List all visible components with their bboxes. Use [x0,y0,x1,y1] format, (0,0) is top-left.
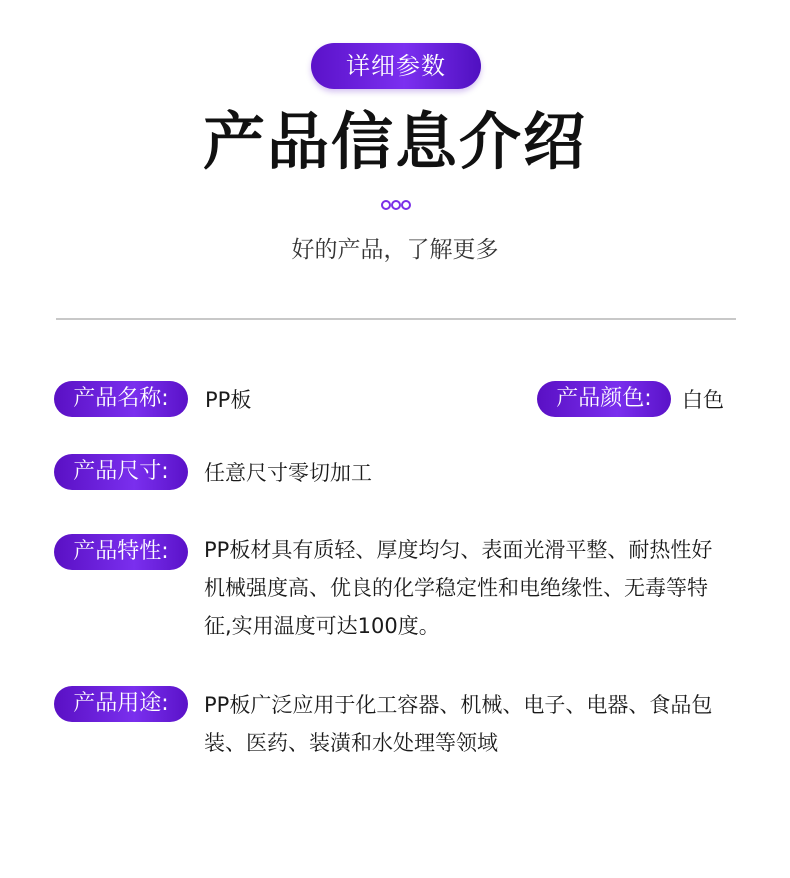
spec-value-size: 任意尺寸零切加工 [204,461,372,485]
features-line: 征,实用温度可达100度。 [204,614,440,638]
dot-icon [391,200,401,210]
dot-icon [381,200,391,210]
features-line: 机械强度高、优良的化学稳定性和电绝缘性、无毒等特 [204,576,708,600]
divider [56,318,736,320]
spec-label-size: 产品尺寸: [54,454,188,490]
dot-icon [401,200,411,210]
spec-value-features [204,531,744,645]
spec-label-color: 产品颜色: [537,381,671,417]
spec-label-features: 产品特性: [54,534,188,570]
features-line: PP板材具有质轻、厚度均匀、表面光滑平整、耐热性好 [204,538,713,562]
page-subtitle: 好的产品，了解更多 [291,237,499,263]
spec-label-name: 产品名称: [54,381,188,417]
spec-value-usage [204,686,744,762]
spec-value-name: PP板 [205,388,252,412]
spec-value-color: 白色 [682,388,724,412]
page-title: 产品信息介绍 [202,105,587,178]
usage-line: PP板广泛应用于化工容器、机械、电子、电器、食品包 [204,693,713,717]
usage-line: 装、医药、装潢和水处理等领域 [204,731,498,755]
section-badge: 详细参数 [311,43,481,89]
spec-label-usage: 产品用途: [54,686,188,722]
decorative-dots [381,200,411,210]
